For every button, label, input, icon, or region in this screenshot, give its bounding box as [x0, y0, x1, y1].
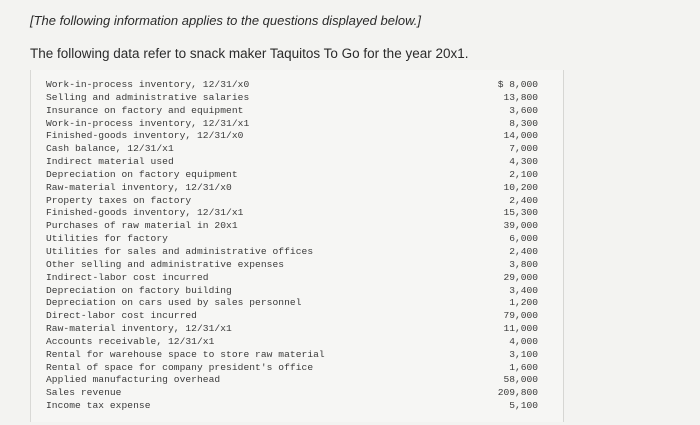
table-row	[46, 310, 538, 323]
table-row	[46, 400, 538, 413]
row-amount: 3,400	[509, 284, 538, 296]
table-row	[46, 246, 538, 259]
table-row	[46, 182, 538, 195]
row-label: Other selling and administrative expenses	[46, 258, 285, 270]
row-label: Sales revenue	[46, 387, 122, 399]
table-row	[46, 323, 538, 336]
row-amount: $ 8,000	[497, 79, 538, 90]
row-amount: 3,600	[509, 104, 538, 116]
row-amount: 6,000	[509, 233, 538, 245]
table-row	[46, 259, 538, 272]
cost-data-table	[46, 79, 538, 413]
table-row	[46, 233, 538, 246]
row-label: Depreciation on cars used by sales personnel	[46, 297, 302, 309]
row-amount: 1,600	[509, 361, 538, 373]
table-row	[46, 130, 538, 143]
table-row	[46, 143, 538, 156]
table-row	[46, 207, 538, 220]
row-label: Insurance on factory and equipment	[46, 104, 244, 116]
table-row	[46, 92, 538, 105]
table-row	[46, 349, 538, 362]
row-label: Rental of space for company president's office	[46, 361, 314, 373]
row-label: Finished-goods inventory, 12/31/x1	[46, 207, 244, 219]
table-row	[46, 374, 538, 387]
table-row	[46, 156, 538, 169]
table-row	[46, 272, 538, 285]
row-label: Direct-labor cost incurred	[46, 310, 197, 322]
row-label: Applied manufacturing overhead	[46, 374, 221, 386]
row-amount: 29,000	[503, 271, 538, 283]
row-amount: 1,200	[509, 297, 538, 309]
row-label: Indirect-labor cost incurred	[46, 271, 209, 283]
row-label: Raw-material inventory, 12/31/x0	[46, 181, 232, 193]
table-row	[46, 79, 538, 92]
table-row	[46, 220, 538, 233]
row-amount: 39,000	[503, 220, 538, 232]
table-row	[46, 195, 538, 208]
row-amount: 5,100	[509, 400, 538, 412]
row-label: Cash balance, 12/31/x1	[46, 143, 174, 155]
row-amount: 2,100	[509, 168, 538, 180]
table-row	[46, 362, 538, 375]
row-amount: 209,800	[497, 387, 538, 399]
row-amount: 14,000	[503, 130, 538, 142]
row-amount: 58,000	[503, 374, 538, 386]
row-amount: 8,300	[509, 117, 538, 129]
row-label: Utilities for factory	[46, 233, 168, 245]
row-amount: 13,800	[503, 91, 538, 103]
problem-intro: The following data refer to snack maker Taquitos To Go for the year 20x1.	[30, 46, 469, 61]
row-label: Accounts receivable, 12/31/x1	[46, 335, 215, 347]
table-row	[46, 105, 538, 118]
row-amount: 4,000	[509, 335, 538, 347]
row-label: Utilities for sales and administrative offices	[46, 245, 314, 257]
row-amount: 3,100	[509, 348, 538, 360]
row-label: Property taxes on factory	[46, 194, 192, 206]
info-notice: [The following information applies to the questions displayed below.]	[30, 13, 421, 28]
table-row	[46, 169, 538, 182]
row-label: Finished-goods inventory, 12/31/x0	[46, 130, 244, 142]
row-amount: 15,300	[503, 207, 538, 219]
row-label: Raw-material inventory, 12/31/x1	[46, 323, 232, 335]
table-row	[46, 118, 538, 131]
row-amount: 2,400	[509, 245, 538, 257]
row-label: Rental for warehouse space to store raw material	[46, 348, 325, 360]
row-amount: 3,800	[509, 258, 538, 270]
row-amount: 11,000	[503, 323, 538, 335]
table-row	[46, 297, 538, 310]
row-label: Work-in-process inventory, 12/31/x1	[46, 117, 250, 129]
row-label: Depreciation on factory equipment	[46, 168, 238, 180]
table-row	[46, 285, 538, 298]
row-label: Purchases of raw material in 20x1	[46, 220, 238, 232]
row-label: Indirect material used	[46, 156, 174, 168]
row-label: Income tax expense	[46, 400, 151, 412]
table-row	[46, 387, 538, 400]
row-amount: 7,000	[509, 143, 538, 155]
row-amount: 79,000	[503, 310, 538, 322]
row-label: Work-in-process inventory, 12/31/x0	[46, 79, 250, 90]
row-label: Depreciation on factory building	[46, 284, 232, 296]
row-amount: 4,300	[509, 156, 538, 168]
row-label: Selling and administrative salaries	[46, 91, 250, 103]
row-amount: 2,400	[509, 194, 538, 206]
table-row	[46, 336, 538, 349]
row-amount: 10,200	[503, 181, 538, 193]
